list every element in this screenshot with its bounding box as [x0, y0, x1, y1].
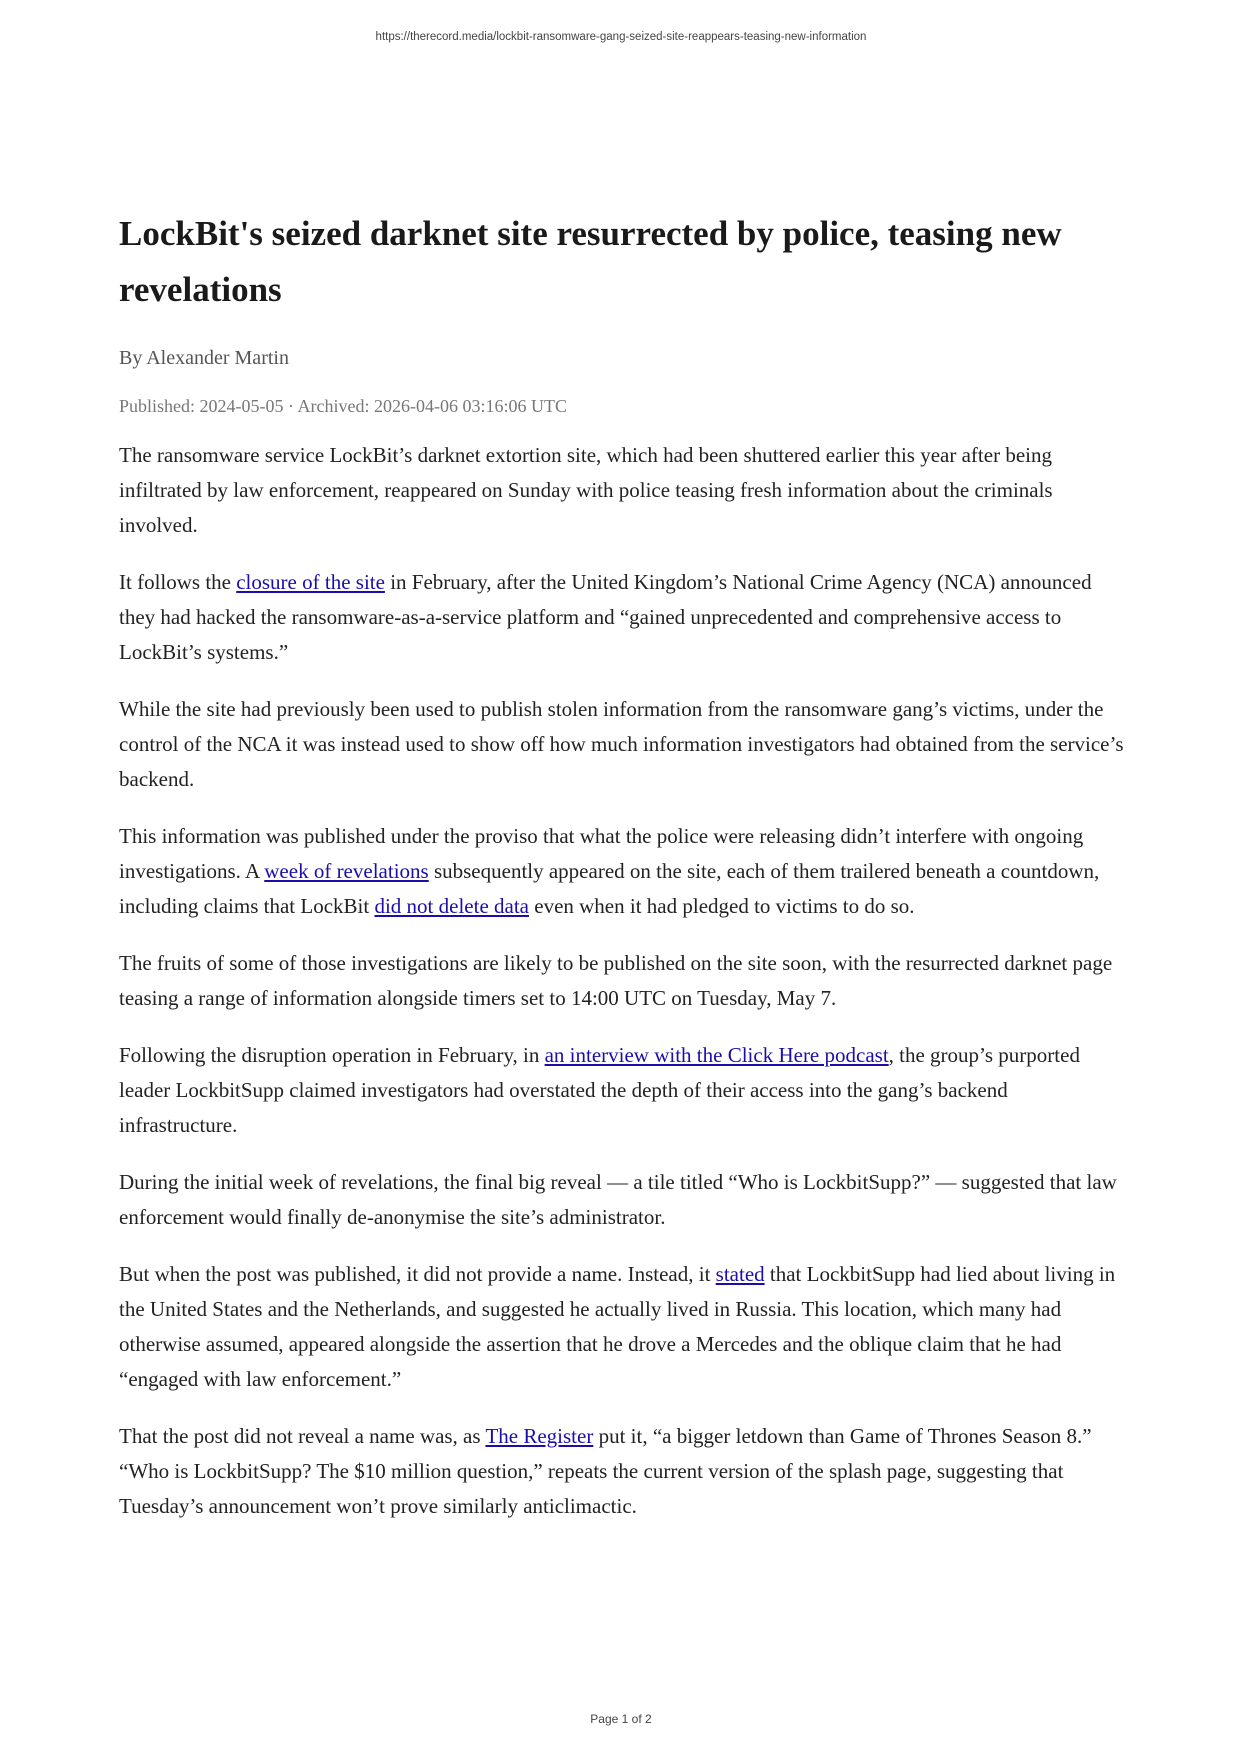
paragraph-3: While the site had previously been used to publish stolen information from the ransomware gang’s victims, under the control of the NCA it was instead used to show off how much information investigators had obtained from the service’s backend. — [119, 697, 1124, 791]
paragraph-9-text-after: put it, “a bigger letdown than Game of Thrones Season 8.” “Who is LockbitSupp? The $10 million question,” repeats the current version of the splash page, suggesting that Tuesday’s announcement won’t prove similarly anticlimactic. — [119, 1424, 1092, 1518]
paragraph-4-text-before: This information was published under the proviso that what the police were releasing didn’t interfere with ongoing investigations. A — [119, 824, 1084, 883]
paragraph-4-text-after: even when it had pledged to victims to do so. — [529, 894, 915, 918]
stated-link[interactable]: stated — [715, 1262, 765, 1286]
the-register-link[interactable]: The Register — [485, 1424, 594, 1448]
paragraph-8-text-after: that LockbitSupp had lied about living in the United States and the Netherlands, and suggested he actually lived in Russia. This location, which many had otherwise assumed, appeared alongside the assertion that he drove a Mercedes and the oblique claim that he had “engaged with law enforcement.” — [119, 1262, 1116, 1391]
paragraph-6-text-after: , the group’s purported leader LockbitSupp claimed investigators had overstated the depth of their access into the gang’s backend infrastructure. — [119, 1043, 1080, 1137]
paragraph-4 — [119, 819, 1129, 924]
paragraph-2 — [119, 565, 1129, 670]
article — [119, 206, 1129, 1546]
closure-of-the-site-link[interactable]: closure of the site — [236, 570, 385, 594]
article-body — [119, 438, 1129, 1524]
page-url-header: https://therecord.media/lockbit-ransomware-gang-seized-site-reappears-teasing-new-information — [375, 31, 867, 43]
week-of-revelations-link[interactable]: week of revelations — [264, 859, 429, 883]
paragraph-7: During the initial week of revelations, the final big reveal — a tile titled “Who is LockbitSupp?” — suggested that law enforcement would finally de-anonymise the site’s administrator. — [119, 1170, 1117, 1229]
paragraph-9-text-before: That the post did not reveal a name was, as — [119, 1424, 486, 1448]
paragraph-5: The fruits of some of those investigations are likely to be published on the site soon, with the resurrected darknet page teasing a range of information alongside timers set to 14:00 UTC on Tuesday, May 7. — [119, 951, 1113, 1010]
paragraph-2-text-before: It follows the — [119, 570, 237, 594]
click-here-podcast-link[interactable]: an interview with the Click Here podcast — [544, 1043, 889, 1067]
paragraph-1: The ransomware service LockBit’s darknet extortion site, which had been shuttered earlier this year after being infiltrated by law enforcement, reappeared on Sunday with police teasing fresh information about the criminals involved. — [119, 443, 1053, 537]
did-not-delete-data-link[interactable]: did not delete data — [374, 894, 529, 918]
article-byline: By Alexander Martin — [119, 347, 289, 369]
paragraph-9 — [119, 1419, 1129, 1524]
paragraph-2-text-after: in February, after the United Kingdom’s National Crime Agency (NCA) announced they had hacked the ransomware-as-a-service platform and “gained unprecedented and comprehensive access to LockBit’s systems.” — [119, 570, 1092, 664]
article-meta: Published: 2024-05-05 · Archived: 2026-04-06 03:16:06 UTC — [119, 396, 567, 416]
paragraph-4-text-middle: subsequently appeared on the site, each of them trailered beneath a countdown, including claims that LockBit — [119, 859, 1100, 918]
paragraph-8 — [119, 1257, 1129, 1397]
page-number: Page 1 of 2 — [590, 1712, 652, 1726]
paragraph-6-text-before: Following the disruption operation in February, in — [119, 1043, 545, 1067]
paragraph-8-text-before: But when the post was published, it did not provide a name. Instead, it — [119, 1262, 716, 1286]
article-title: LockBit's seized darknet site resurrected by police, teasing new revelations — [119, 214, 1062, 309]
paragraph-6 — [119, 1038, 1129, 1143]
